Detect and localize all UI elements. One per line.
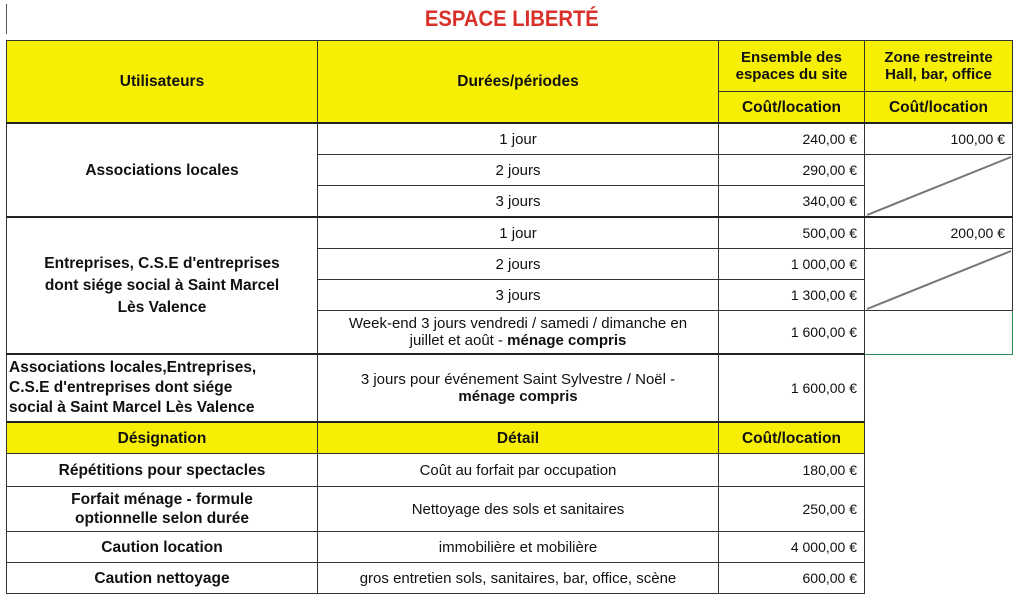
user-combined: Associations locales,Entreprises, C.S.E d'entreprises dont siége social à Saint Marcel Lès Valence: [7, 354, 318, 422]
header-cost-all: Coût/location: [719, 92, 865, 124]
header-row: [7, 41, 1013, 92]
price-all: 340,00 €: [719, 186, 865, 218]
table-row: [7, 354, 1013, 422]
table-row: [7, 487, 1013, 532]
service-detail: Nettoyage des sols et sanitaires: [318, 487, 719, 532]
weekend-period: Week-end 3 jours vendredi / samedi / dimanche en juillet et août - ménage compris: [318, 311, 719, 355]
service-cost: 180,00 €: [719, 454, 865, 487]
header-detail: Détail: [318, 422, 719, 454]
price-all: 1 600,00 €: [719, 311, 865, 355]
header-zone: Zone restreinte Hall, bar, office: [865, 41, 1013, 92]
event-period: 3 jours pour événement Saint Sylvestre / Noël - ménage compris: [318, 354, 719, 422]
pricing-table: [6, 40, 1013, 594]
price-all: 290,00 €: [719, 155, 865, 186]
service-detail: Coût au forfait par occupation: [318, 454, 719, 487]
service-designation: Forfait ménage - formule optionnelle selon durée: [7, 487, 318, 532]
user-entreprises: Entreprises, C.S.E d'entreprises dont siége social à Saint Marcel Lès Valence: [7, 217, 318, 354]
period-cell: 1 jour: [318, 123, 719, 155]
period-cell: 1 jour: [318, 217, 719, 249]
table-row: [7, 217, 1013, 249]
user-associations: Associations locales: [7, 123, 318, 217]
price-all: 1 600,00 €: [719, 354, 865, 422]
diagonal-strike: [865, 249, 1013, 311]
period-cell: 2 jours: [318, 155, 719, 186]
service-detail: immobilière et mobilière: [318, 532, 719, 563]
price-all: 1 000,00 €: [719, 249, 865, 280]
zone-not-available: [865, 249, 1013, 311]
service-designation: Caution nettoyage: [7, 563, 318, 594]
zone-empty: [865, 311, 1013, 355]
service-designation: Répétitions pour spectacles: [7, 454, 318, 487]
header-users: Utilisateurs: [7, 41, 318, 124]
table-row: [7, 454, 1013, 487]
price-all: 1 300,00 €: [719, 280, 865, 311]
header-cost-zone: Coût/location: [865, 92, 1013, 124]
price-all: 500,00 €: [719, 217, 865, 249]
header-cost: Coût/location: [719, 422, 865, 454]
page-title: ESPACE LIBERTÉ: [424, 6, 599, 31]
service-designation: Caution location: [7, 532, 318, 563]
table-row: [7, 563, 1013, 594]
zone-not-available: [865, 155, 1013, 218]
header-all-spaces: Ensemble des espaces du site: [719, 41, 865, 92]
period-cell: 3 jours: [318, 186, 719, 218]
service-cost: 600,00 €: [719, 563, 865, 594]
period-cell: 2 jours: [318, 249, 719, 280]
service-detail: gros entretien sols, sanitaires, bar, office, scène: [318, 563, 719, 594]
price-zone: 200,00 €: [865, 217, 1013, 249]
diagonal-strike: [865, 155, 1013, 217]
header-durations: Durées/périodes: [318, 41, 719, 124]
table-row: [7, 532, 1013, 563]
services-header-row: [7, 422, 1013, 454]
table-row: [7, 123, 1013, 155]
price-all: 240,00 €: [719, 123, 865, 155]
header-designation: Désignation: [7, 422, 318, 454]
service-cost: 4 000,00 €: [719, 532, 865, 563]
left-edge-line: [6, 4, 7, 34]
price-zone: 100,00 €: [865, 123, 1013, 155]
service-cost: 250,00 €: [719, 487, 865, 532]
period-cell: 3 jours: [318, 280, 719, 311]
